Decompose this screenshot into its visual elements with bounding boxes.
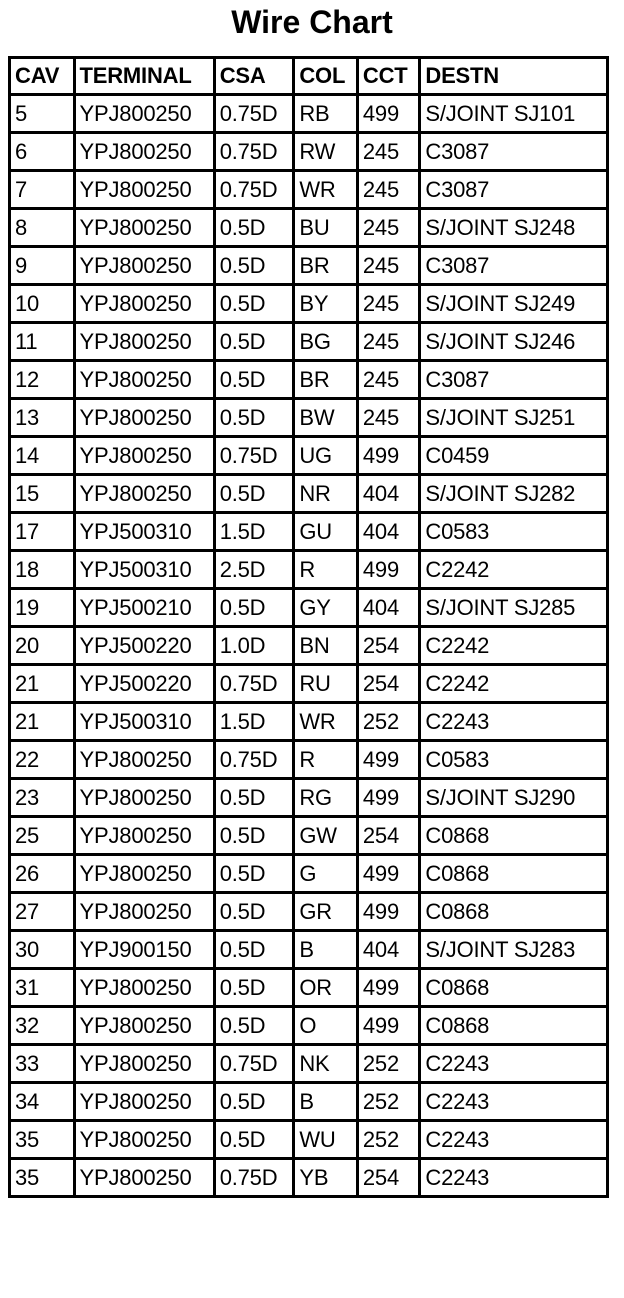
cell-cav: 18 <box>10 551 75 589</box>
table-row <box>10 741 608 779</box>
table-row <box>10 665 608 703</box>
cell-cav: 35 <box>10 1159 75 1197</box>
cell-col: WR <box>294 703 358 741</box>
table-row <box>10 817 608 855</box>
cell-destn: S/JOINT SJ283 <box>420 931 608 969</box>
cell-csa: 0.5D <box>214 399 294 437</box>
cell-terminal: YPJ900150 <box>74 931 214 969</box>
cell-csa: 0.75D <box>214 665 294 703</box>
cell-cct: 254 <box>357 817 420 855</box>
cell-cav: 8 <box>10 209 75 247</box>
cell-cav: 12 <box>10 361 75 399</box>
wire-chart-table <box>8 56 609 1198</box>
cell-terminal: YPJ500310 <box>74 513 214 551</box>
cell-destn: S/JOINT SJ285 <box>420 589 608 627</box>
table-row <box>10 855 608 893</box>
cell-cct: 499 <box>357 779 420 817</box>
cell-cav: 11 <box>10 323 75 361</box>
cell-col: BN <box>294 627 358 665</box>
cell-terminal: YPJ800250 <box>74 133 214 171</box>
cell-destn: C0868 <box>420 893 608 931</box>
table-row <box>10 1121 608 1159</box>
cell-csa: 0.5D <box>214 969 294 1007</box>
column-header-cav: CAV <box>10 58 75 95</box>
cell-col: BU <box>294 209 358 247</box>
table-row <box>10 475 608 513</box>
cell-destn: C3087 <box>420 133 608 171</box>
cell-col: RU <box>294 665 358 703</box>
cell-cct: 245 <box>357 247 420 285</box>
cell-col: RG <box>294 779 358 817</box>
cell-cav: 13 <box>10 399 75 437</box>
page-title: Wire Chart <box>231 4 393 40</box>
cell-terminal: YPJ800250 <box>74 741 214 779</box>
table-row <box>10 1045 608 1083</box>
cell-cav: 14 <box>10 437 75 475</box>
cell-csa: 0.75D <box>214 437 294 475</box>
table-row <box>10 779 608 817</box>
cell-cav: 23 <box>10 779 75 817</box>
cell-csa: 0.5D <box>214 893 294 931</box>
cell-terminal: YPJ500310 <box>74 551 214 589</box>
column-header-col: COL <box>294 58 358 95</box>
table-row <box>10 513 608 551</box>
cell-destn: C2242 <box>420 665 608 703</box>
cell-cct: 499 <box>357 1007 420 1045</box>
cell-destn: C2243 <box>420 1121 608 1159</box>
cell-terminal: YPJ800250 <box>74 1121 214 1159</box>
cell-destn: S/JOINT SJ248 <box>420 209 608 247</box>
cell-col: OR <box>294 969 358 1007</box>
cell-col: R <box>294 551 358 589</box>
cell-terminal: YPJ800250 <box>74 285 214 323</box>
cell-destn: C0868 <box>420 817 608 855</box>
cell-csa: 0.5D <box>214 1007 294 1045</box>
cell-terminal: YPJ800250 <box>74 893 214 931</box>
cell-cav: 30 <box>10 931 75 969</box>
cell-cct: 404 <box>357 513 420 551</box>
cell-cct: 245 <box>357 323 420 361</box>
cell-destn: C2243 <box>420 1045 608 1083</box>
cell-cct: 254 <box>357 627 420 665</box>
cell-cct: 404 <box>357 931 420 969</box>
cell-terminal: YPJ800250 <box>74 437 214 475</box>
cell-cct: 404 <box>357 475 420 513</box>
cell-cav: 6 <box>10 133 75 171</box>
cell-destn: C0459 <box>420 437 608 475</box>
column-header-csa: CSA <box>214 58 294 95</box>
table-row <box>10 323 608 361</box>
cell-destn: C3087 <box>420 247 608 285</box>
table-row <box>10 209 608 247</box>
cell-cav: 33 <box>10 1045 75 1083</box>
cell-csa: 0.75D <box>214 1045 294 1083</box>
cell-csa: 1.5D <box>214 703 294 741</box>
cell-cav: 5 <box>10 95 75 133</box>
cell-terminal: YPJ800250 <box>74 855 214 893</box>
cell-cav: 17 <box>10 513 75 551</box>
table-row <box>10 1159 608 1197</box>
cell-col: RB <box>294 95 358 133</box>
cell-csa: 0.5D <box>214 209 294 247</box>
table-row <box>10 1007 608 1045</box>
cell-cct: 245 <box>357 361 420 399</box>
cell-csa: 0.75D <box>214 741 294 779</box>
cell-terminal: YPJ800250 <box>74 399 214 437</box>
cell-terminal: YPJ800250 <box>74 1007 214 1045</box>
cell-cav: 19 <box>10 589 75 627</box>
cell-destn: C0868 <box>420 855 608 893</box>
cell-cct: 499 <box>357 437 420 475</box>
cell-col: GW <box>294 817 358 855</box>
cell-terminal: YPJ800250 <box>74 969 214 1007</box>
cell-cav: 7 <box>10 171 75 209</box>
cell-col: BG <box>294 323 358 361</box>
cell-cav: 9 <box>10 247 75 285</box>
cell-cav: 27 <box>10 893 75 931</box>
cell-csa: 0.75D <box>214 171 294 209</box>
cell-csa: 0.5D <box>214 589 294 627</box>
cell-terminal: YPJ800250 <box>74 171 214 209</box>
cell-csa: 0.5D <box>214 323 294 361</box>
table-row <box>10 589 608 627</box>
cell-destn: S/JOINT SJ251 <box>420 399 608 437</box>
cell-cav: 26 <box>10 855 75 893</box>
cell-csa: 0.5D <box>214 247 294 285</box>
cell-cav: 21 <box>10 665 75 703</box>
cell-terminal: YPJ800250 <box>74 323 214 361</box>
table-row <box>10 703 608 741</box>
cell-destn: C0868 <box>420 969 608 1007</box>
table-row <box>10 1083 608 1121</box>
cell-terminal: YPJ500310 <box>74 703 214 741</box>
cell-cav: 15 <box>10 475 75 513</box>
cell-csa: 0.75D <box>214 133 294 171</box>
cell-col: NR <box>294 475 358 513</box>
cell-col: WR <box>294 171 358 209</box>
cell-cct: 499 <box>357 95 420 133</box>
cell-terminal: YPJ500210 <box>74 589 214 627</box>
cell-csa: 0.5D <box>214 779 294 817</box>
cell-csa: 0.75D <box>214 1159 294 1197</box>
cell-cct: 404 <box>357 589 420 627</box>
cell-col: BR <box>294 361 358 399</box>
table-row <box>10 133 608 171</box>
cell-destn: C0583 <box>420 741 608 779</box>
cell-csa: 0.5D <box>214 475 294 513</box>
cell-terminal: YPJ800250 <box>74 779 214 817</box>
table-row <box>10 171 608 209</box>
cell-col: BY <box>294 285 358 323</box>
cell-cav: 21 <box>10 703 75 741</box>
cell-terminal: YPJ800250 <box>74 817 214 855</box>
table-row <box>10 95 608 133</box>
cell-destn: C3087 <box>420 171 608 209</box>
cell-cav: 10 <box>10 285 75 323</box>
cell-col: G <box>294 855 358 893</box>
cell-cct: 254 <box>357 665 420 703</box>
cell-cct: 245 <box>357 133 420 171</box>
cell-destn: S/JOINT SJ246 <box>420 323 608 361</box>
table-row <box>10 361 608 399</box>
cell-csa: 1.0D <box>214 627 294 665</box>
cell-col: B <box>294 931 358 969</box>
column-header-destn: DESTN <box>420 58 608 95</box>
table-row <box>10 437 608 475</box>
cell-csa: 0.5D <box>214 285 294 323</box>
cell-terminal: YPJ800250 <box>74 1045 214 1083</box>
cell-cct: 499 <box>357 855 420 893</box>
cell-cav: 22 <box>10 741 75 779</box>
cell-csa: 0.5D <box>214 855 294 893</box>
cell-csa: 0.5D <box>214 361 294 399</box>
cell-csa: 0.75D <box>214 95 294 133</box>
cell-cct: 245 <box>357 285 420 323</box>
cell-terminal: YPJ800250 <box>74 247 214 285</box>
cell-cct: 254 <box>357 1159 420 1197</box>
cell-csa: 2.5D <box>214 551 294 589</box>
cell-cct: 499 <box>357 893 420 931</box>
cell-destn: C2242 <box>420 627 608 665</box>
cell-destn: C3087 <box>420 361 608 399</box>
cell-col: GY <box>294 589 358 627</box>
cell-csa: 0.5D <box>214 931 294 969</box>
cell-cct: 499 <box>357 969 420 1007</box>
cell-destn: C2243 <box>420 703 608 741</box>
cell-destn: C2242 <box>420 551 608 589</box>
cell-cct: 245 <box>357 209 420 247</box>
cell-destn: C0583 <box>420 513 608 551</box>
cell-cct: 499 <box>357 551 420 589</box>
cell-col: RW <box>294 133 358 171</box>
table-row <box>10 969 608 1007</box>
cell-terminal: YPJ500220 <box>74 627 214 665</box>
cell-cct: 252 <box>357 1045 420 1083</box>
cell-destn: C2243 <box>420 1159 608 1197</box>
cell-cav: 32 <box>10 1007 75 1045</box>
column-header-terminal: TERMINAL <box>74 58 214 95</box>
cell-terminal: YPJ800250 <box>74 95 214 133</box>
cell-cct: 252 <box>357 1121 420 1159</box>
cell-terminal: YPJ800250 <box>74 361 214 399</box>
table-row <box>10 627 608 665</box>
cell-col: WU <box>294 1121 358 1159</box>
table-row <box>10 893 608 931</box>
cell-csa: 0.5D <box>214 1121 294 1159</box>
cell-col: BW <box>294 399 358 437</box>
cell-destn: S/JOINT SJ282 <box>420 475 608 513</box>
cell-destn: S/JOINT SJ290 <box>420 779 608 817</box>
header-row <box>10 58 608 95</box>
cell-csa: 1.5D <box>214 513 294 551</box>
cell-cav: 25 <box>10 817 75 855</box>
cell-cav: 20 <box>10 627 75 665</box>
cell-cav: 34 <box>10 1083 75 1121</box>
cell-csa: 0.5D <box>214 817 294 855</box>
cell-destn: S/JOINT SJ249 <box>420 285 608 323</box>
cell-cav: 35 <box>10 1121 75 1159</box>
cell-csa: 0.5D <box>214 1083 294 1121</box>
cell-terminal: YPJ500220 <box>74 665 214 703</box>
cell-cct: 252 <box>357 1083 420 1121</box>
cell-cct: 252 <box>357 703 420 741</box>
cell-terminal: YPJ800250 <box>74 475 214 513</box>
cell-col: YB <box>294 1159 358 1197</box>
cell-col: B <box>294 1083 358 1121</box>
cell-col: GU <box>294 513 358 551</box>
cell-col: BR <box>294 247 358 285</box>
cell-col: UG <box>294 437 358 475</box>
cell-destn: S/JOINT SJ101 <box>420 95 608 133</box>
column-header-cct: CCT <box>357 58 420 95</box>
cell-col: O <box>294 1007 358 1045</box>
table-row <box>10 247 608 285</box>
cell-cct: 245 <box>357 171 420 209</box>
table-row <box>10 931 608 969</box>
cell-terminal: YPJ800250 <box>74 209 214 247</box>
table-body <box>10 95 608 1197</box>
cell-cct: 499 <box>357 741 420 779</box>
cell-destn: C0868 <box>420 1007 608 1045</box>
cell-col: GR <box>294 893 358 931</box>
cell-destn: C2243 <box>420 1083 608 1121</box>
cell-col: NK <box>294 1045 358 1083</box>
table-row <box>10 399 608 437</box>
cell-terminal: YPJ800250 <box>74 1083 214 1121</box>
table-row <box>10 551 608 589</box>
table-row <box>10 285 608 323</box>
cell-terminal: YPJ800250 <box>74 1159 214 1197</box>
cell-cav: 31 <box>10 969 75 1007</box>
cell-cct: 245 <box>357 399 420 437</box>
cell-col: R <box>294 741 358 779</box>
